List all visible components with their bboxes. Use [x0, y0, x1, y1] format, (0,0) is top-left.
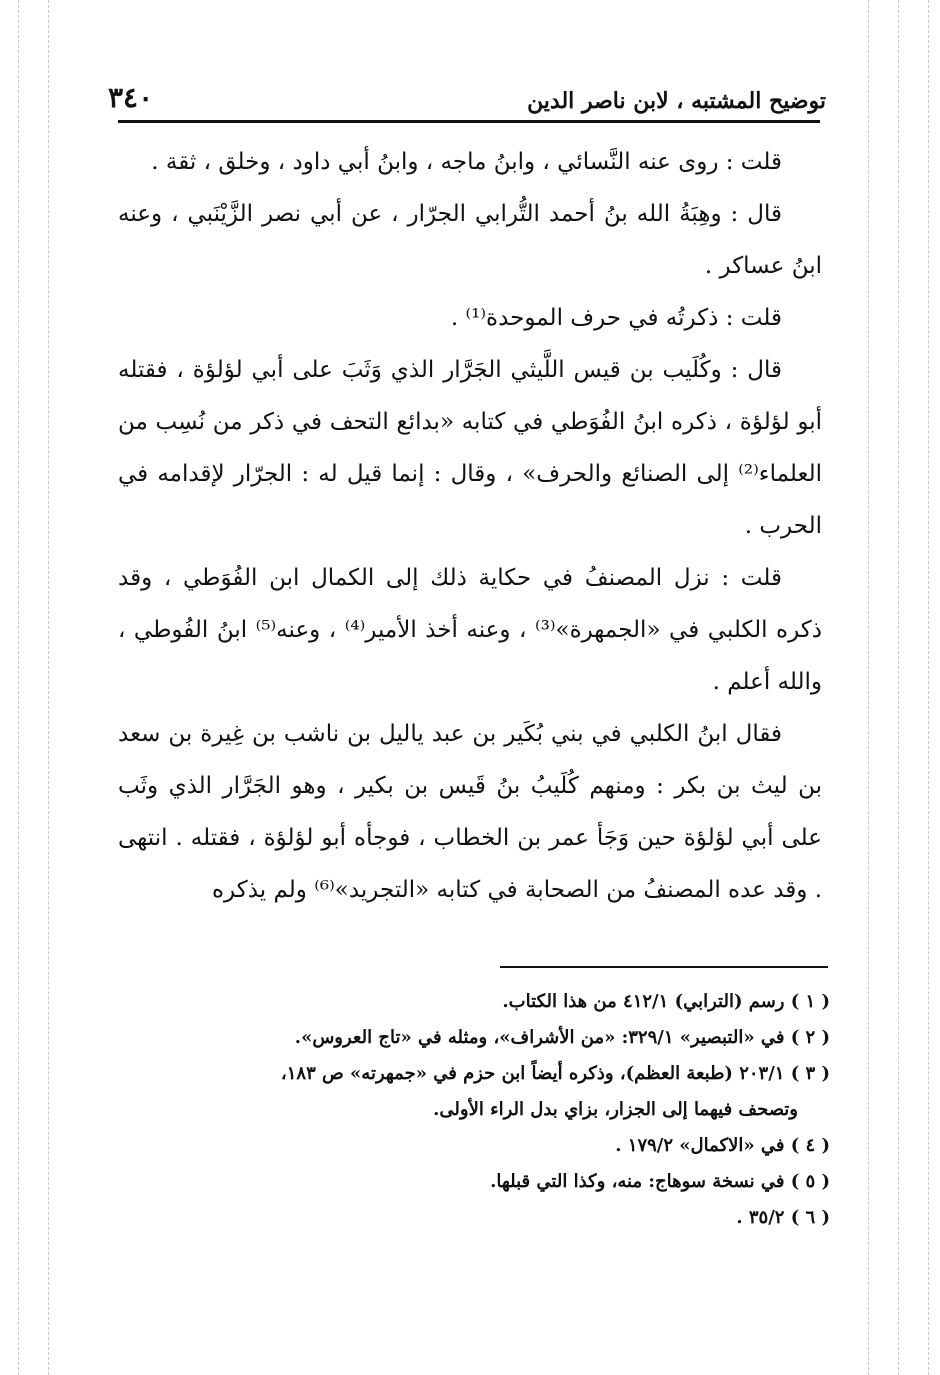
footnote: ( ٥ ) في نسخة سوهاج: منه، وكذا التي قبلها. — [490, 1171, 830, 1192]
page-number: ٣٤٠ — [108, 81, 154, 114]
scan-guide-line — [898, 0, 899, 1375]
paragraph: قلت : ذكرتُه في حرف الموحدة⁽¹⁾ . — [450, 305, 782, 331]
footnote: ( ٤ ) في «الاكمال» ١٧٩/٢ . — [615, 1135, 830, 1156]
scan-guide-line — [928, 0, 929, 1375]
footnote: ( ١ ) رسم (الترابي) ٤١٢/١ من هذا الكتاب. — [502, 991, 830, 1012]
scan-guide-line — [868, 0, 869, 1375]
paragraph: قال : وهِبَةُ الله بنُ أحمد التُّرابي الجرّار ، عن أبي نصر الزَّيْنَبي ، وعنه ابنُ عساكر . — [118, 201, 822, 279]
paragraph: قلت : نزل المصنفُ في حكاية ذلك إلى الكمال ابن الفُوَطي ، وقد ذكره الكلبي في «الجمهرة»⁽³⁾ ، وعنه أخذ الأمير⁽⁴⁾ ، وعنه⁽⁵⁾ ابنُ الفُوطي ، والله أعلم . — [118, 565, 822, 695]
book-title: توضيح المشتبه ، لابن ناصر الدين — [527, 88, 826, 114]
paragraph: قال : وكُلَيب بن قيس اللَّيثي الجَرَّار الذي وَثَبَ على أبي لؤلؤة ، فقتله أبو لؤلؤة ، ذكره ابنُ الفُوَطي في كتابه «بدائع التحف في ذكر من نُسِب من العلماء⁽²⁾ إلى الصنائع والحرف» ، وقال : إنما قيل له : الجرّار لإقدامه في الحرب . — [118, 357, 822, 539]
footnote: ( ٢ ) في «التبصير» ٣٢٩/١: «من الأشراف»، ومثله في «تاج العروس». — [294, 1027, 830, 1048]
paragraph: قلت : روى عنه النَّسائي ، وابنُ ماجه ، وابنُ أبي داود ، وخلق ، ثقة . — [151, 149, 782, 175]
footnote: ( ٣ ) ٢٠٣/١ (طبعة العظم)، وذكره أيضاً ابن حزم في «جمهرته» ص ١٨٣، — [280, 1063, 830, 1084]
page-header — [108, 70, 826, 114]
footnote-continuation: وتصحف فيهما إلى الجزار، بزاي بدل الراء الأولى. — [433, 1099, 798, 1120]
footnote-separator — [500, 966, 828, 968]
paragraph: فقال ابنُ الكلبي في بني بُكَير بن عبد ياليل بن ناشب بن غِيرة بن سعد بن ليث بن بكر : ومنهم كُلَيبُ بنُ قَيس بن بكير ، وهو الجَرَّار الذي وثَب على أبي لؤلؤة حين وَجَأ عمر بن الخطاب ، فوجأه أبو لؤلؤة ، فقتله . انتهى . وقد عده المصنفُ من الصحابة في كتابه «التجريد»⁽⁶⁾ ولم يذكره — [118, 721, 822, 903]
main-text — [118, 136, 822, 916]
scan-guide-line — [48, 0, 49, 1375]
footnote: ( ٦ ) ٣٥/٢ . — [736, 1207, 830, 1228]
scan-guide-line — [18, 0, 19, 1375]
footnotes — [150, 984, 830, 1236]
header-rule — [118, 120, 820, 123]
